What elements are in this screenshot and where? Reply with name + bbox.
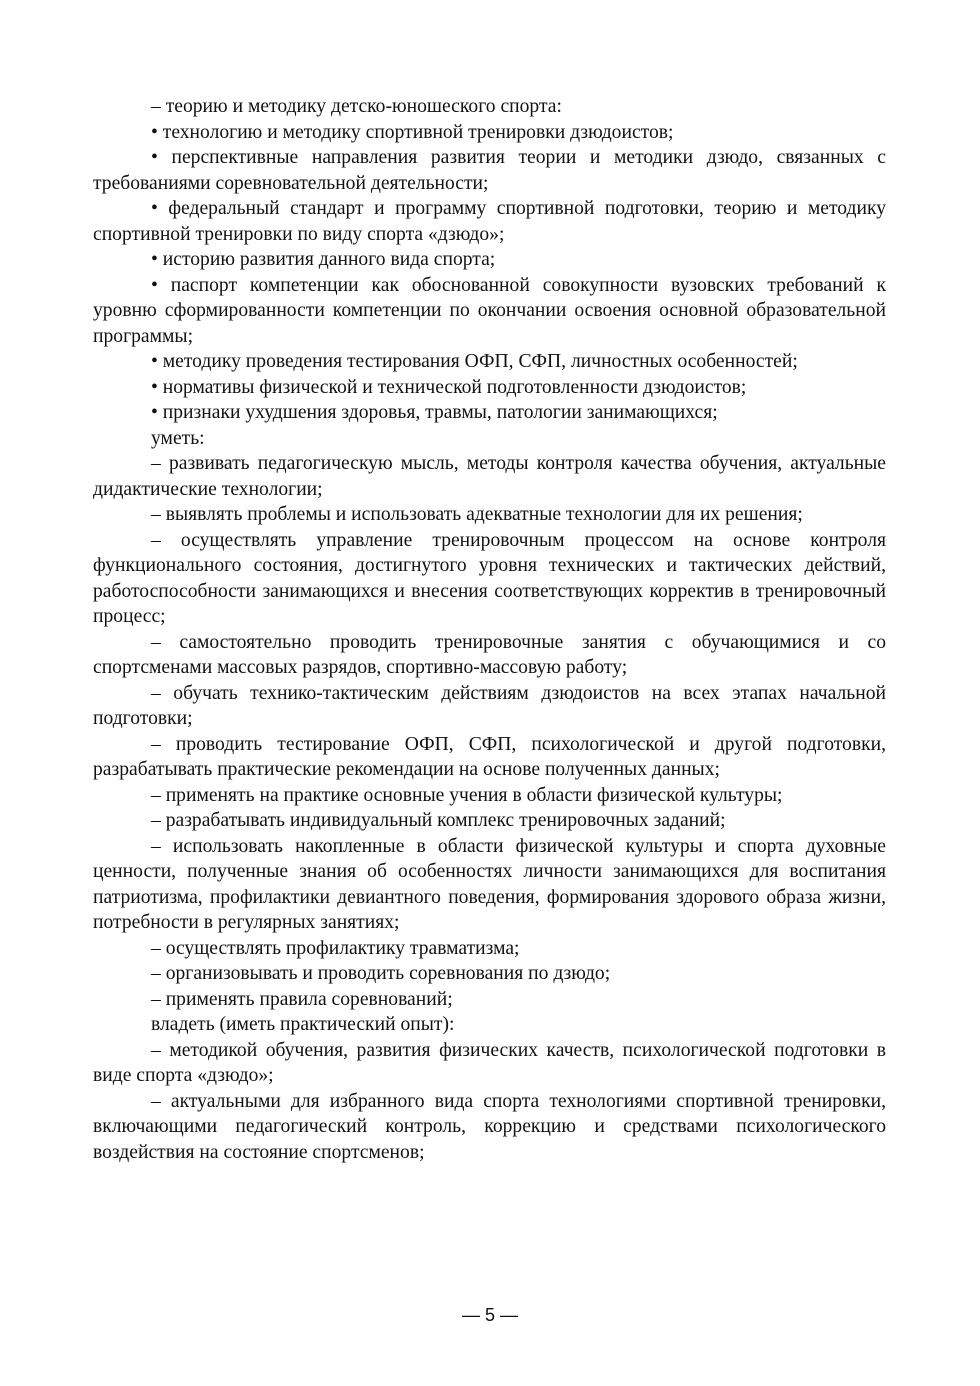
- paragraph-25: – актуальными для избранного вида спорта технологиями спортивной тренировки, включающими педагогический контроль, коррекцию и средствами психологического воздействия на состояние спортсменов;: [93, 1090, 886, 1163]
- paragraph-10: уметь:: [151, 427, 205, 449]
- paragraph-11: – развивать педагогическую мысль, методы контроля качества обучения, актуальные дидактические технологии;: [93, 453, 886, 500]
- paragraph-3: • перспективные направления развития теории и методики дзюдо, связанных с требованиями соревновательной деятельности;: [93, 147, 886, 194]
- paragraph-21: – организовывать и проводить соревнования по дзюдо;: [151, 963, 611, 984]
- paragraph-2: • технологию и методику спортивной тренировки дзюдоистов;: [151, 121, 674, 143]
- paragraph-1: – теорию и методику детско-юношеского спорта:: [151, 96, 562, 117]
- paragraph-6: • паспорт компетенции как обоснованной совокупности вузовских требований к уровню сформированности компетенции по окончании освоения основной образовательной программы;: [93, 274, 886, 347]
- paragraph-5: • историю развития данного вида спорта;: [151, 249, 496, 270]
- paragraph-8: • нормативы физической и технической подготовленности дзюдоистов;: [151, 376, 747, 398]
- paragraph-12: – выявлять проблемы и использовать адекватные технологии для их решения;: [151, 504, 803, 525]
- paragraph-9: • признаки ухудшения здоровья, травмы, патологии занимающихся;: [151, 402, 718, 423]
- paragraph-17: – применять на практике основные учения в области физической культуры;: [151, 784, 783, 806]
- paragraph-4: • федеральный стандарт и программу спортивной подготовки, теорию и методику спортивной тренировки по виду спорта «дзюдо»;: [93, 198, 886, 245]
- paragraph-14: – самостоятельно проводить тренировочные занятия с обучающимися и со спортсменами массовых разрядов, спортивно-массовую работу;: [93, 631, 886, 678]
- paragraph-20: – осуществлять профилактику травматизма;: [151, 937, 520, 959]
- paragraph-23: владеть (иметь практический опыт):: [151, 1014, 455, 1035]
- paragraph-7: • методику проведения тестирования ОФП, СФП, личностных особенностей;: [151, 351, 798, 372]
- paragraph-13: – осуществлять управление тренировочным процессом на основе контроля функционального состояния, достигнутого уровня технических и тактических действий, работоспособности занимающихся и внесения соответствующих корректив в тренировочный процесс;: [93, 529, 886, 627]
- paragraph-22: – применять правила соревнований;: [151, 988, 453, 1010]
- body-text: [93, 94, 886, 1165]
- paragraph-15: – обучать технико-тактическим действиям дзюдоистов на всех этапах начальной подготовки;: [93, 682, 886, 729]
- paragraph-24: – методикой обучения, развития физических качеств, психологической подготовки в виде спорта «дзюдо»;: [93, 1039, 886, 1086]
- paragraph-18: – разрабатывать индивидуальный комплекс тренировочных заданий;: [151, 810, 726, 831]
- paragraph-16: – проводить тестирование ОФП, СФП, психологической и другой подготовки, разрабатывать практические рекомендации на основе полученных данных;: [93, 733, 886, 780]
- paragraph-19: – использовать накопленные в области физической культуры и спорта духовные ценности, полученные знания об особенностях личности занимающихся для воспитания патриотизма, профилактики девиантного поведения, формирования здорового образа жизни, потребности в регулярных занятиях;: [93, 835, 886, 933]
- page-number: — 5 —: [461, 1305, 518, 1325]
